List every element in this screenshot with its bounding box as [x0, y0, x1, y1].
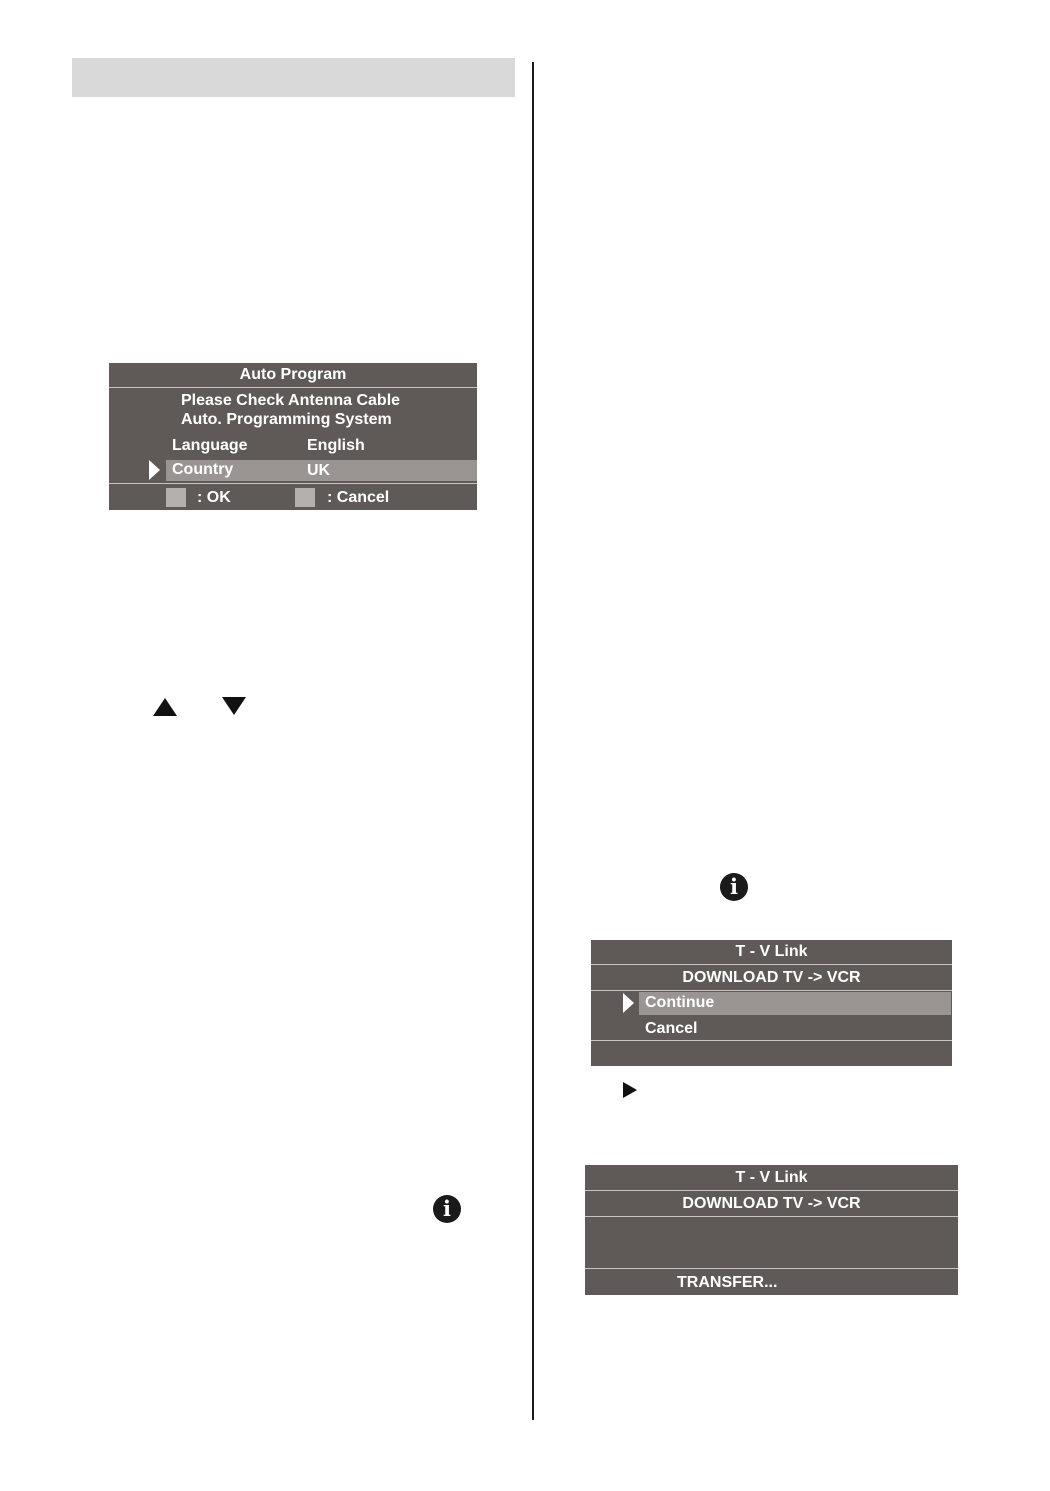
tv-link-transfer-screen [585, 1165, 958, 1295]
tv-link-menu [591, 940, 952, 1066]
up-triangle-icon [153, 698, 177, 716]
cancel-key-icon[interactable] [295, 488, 315, 507]
country-label: Country [172, 461, 234, 478]
download-subtitle: DOWNLOAD TV -> VCR [682, 1195, 861, 1212]
auto-program-menu [109, 363, 477, 510]
auto-programming-message: Auto. Programming System [181, 411, 392, 428]
cancel-option[interactable]: Cancel [645, 1020, 698, 1037]
download-subtitle: DOWNLOAD TV -> VCR [682, 969, 861, 986]
divider [591, 990, 952, 991]
divider [591, 1040, 952, 1041]
divider [585, 1268, 958, 1269]
selection-arrow-icon [149, 460, 160, 480]
selection-arrow-icon [623, 993, 634, 1013]
ok-label: : OK [197, 489, 231, 506]
column-divider [532, 62, 534, 1420]
country-row-highlight[interactable] [166, 460, 477, 481]
down-triangle-icon [222, 697, 246, 715]
section-header-bar [72, 58, 515, 97]
divider [109, 483, 477, 484]
tv-link-title: T - V Link [735, 1169, 808, 1186]
divider [585, 1216, 958, 1217]
info-icon: i [433, 1195, 461, 1223]
transfer-status: TRANSFER... [677, 1274, 778, 1291]
language-row[interactable] [109, 437, 477, 457]
continue-option[interactable] [639, 992, 951, 1015]
info-icon: i [720, 873, 748, 901]
language-label: Language [172, 437, 248, 454]
antenna-message: Please Check Antenna Cable [181, 392, 401, 409]
ok-key-icon[interactable] [166, 488, 186, 507]
right-triangle-icon [623, 1082, 637, 1098]
auto-program-title: Auto Program [239, 366, 347, 383]
country-value: UK [307, 462, 331, 479]
cancel-label: : Cancel [327, 489, 390, 506]
tv-link-title: T - V Link [735, 943, 808, 960]
divider [585, 1190, 958, 1191]
divider [591, 964, 952, 965]
continue-label: Continue [645, 994, 715, 1011]
divider [109, 387, 477, 388]
language-value: English [307, 437, 365, 454]
